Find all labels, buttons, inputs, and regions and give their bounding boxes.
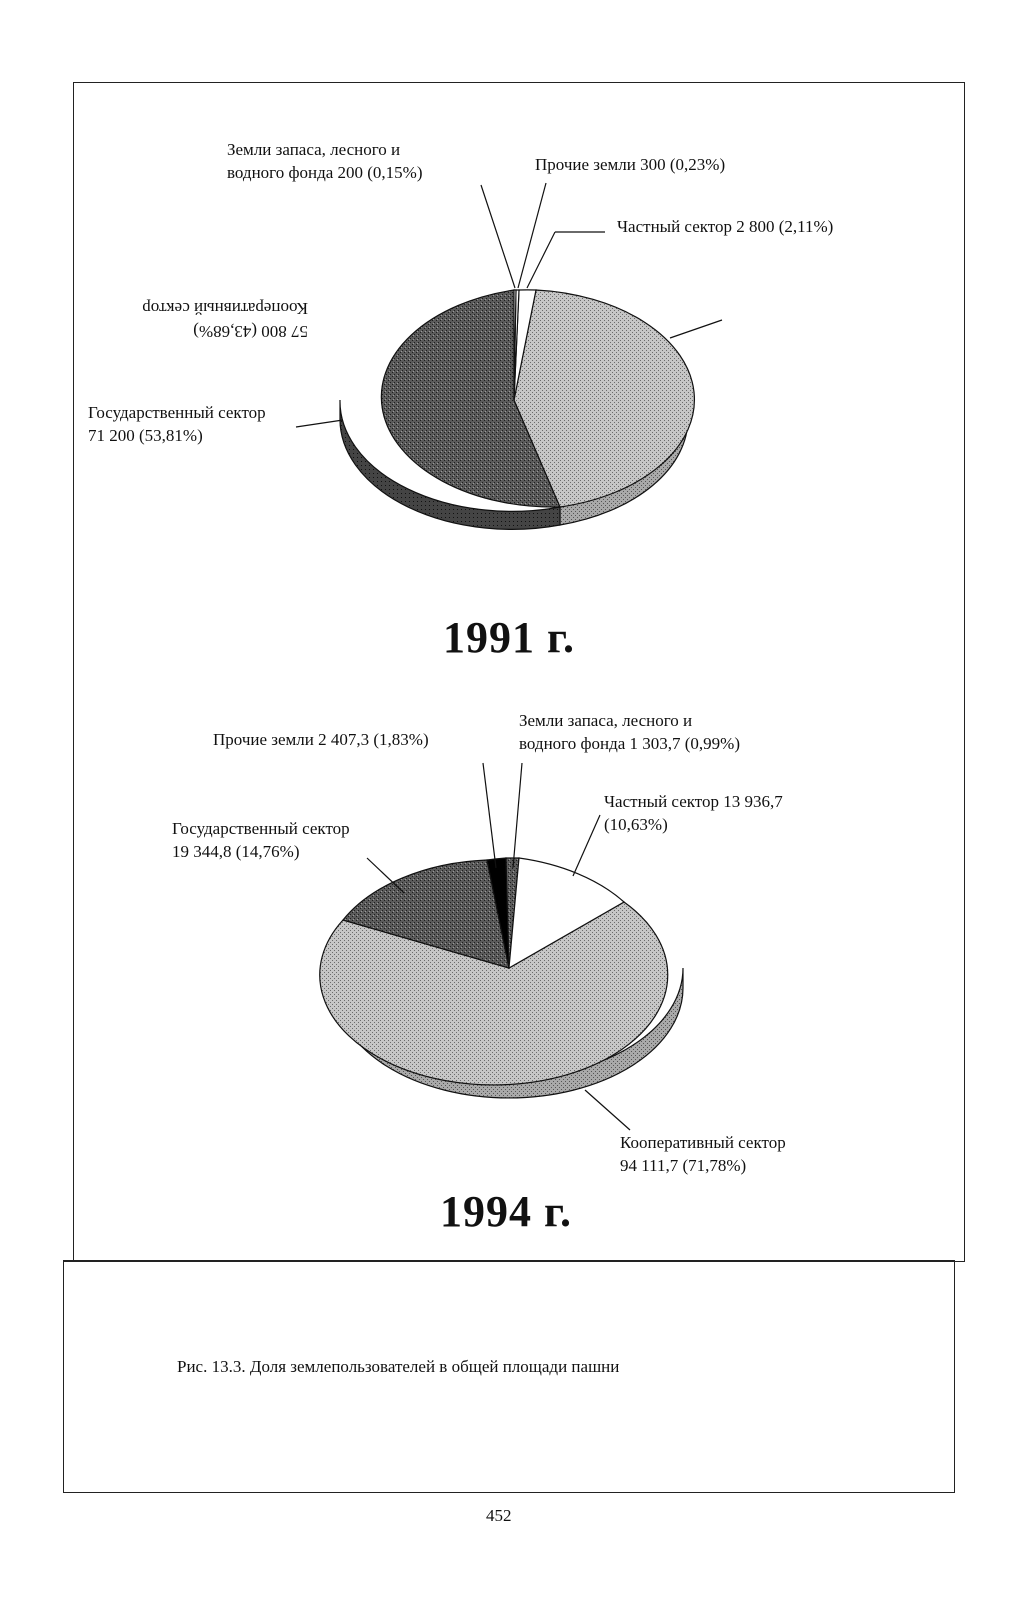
label-1991-reserve-l2: водного фонда 200 (0,15%) (227, 163, 423, 182)
label-1994-other: Прочие земли 2 407,3 (1,83%) (213, 730, 429, 749)
label-1991-reserve-l1: Земли запаса, лесного и (227, 140, 401, 159)
pie-1994-leader-other (483, 763, 496, 868)
label-1994-private-l1: Частный сектор 13 936,7 (604, 792, 783, 811)
label-1994-state-l2: 19 344,8 (14,76%) (172, 842, 300, 861)
pie-1994-leader-cooperative (585, 1090, 630, 1130)
page-number: 452 (486, 1506, 512, 1525)
label-1991-cooperative-l2: 57 800 (43,68%) (193, 322, 308, 341)
label-1994-state-l1: Государственный сектор (172, 819, 350, 838)
label-1991-state-l1: Государственный сектор (88, 403, 266, 422)
label-1994-cooperative-l1: Кооперативный сектор (620, 1133, 786, 1152)
figure-caption: Рис. 13.3. Доля землепользователей в общей площади пашни (177, 1357, 620, 1376)
pie-1991-leader-other (518, 183, 546, 288)
label-1994-private-l2: (10,63%) (604, 815, 668, 834)
pie-1991-leader-state (296, 420, 343, 427)
pie-1994-leader-reserve (513, 763, 522, 868)
label-1991-state-l2: 71 200 (53,81%) (88, 426, 203, 445)
label-1994-cooperative-l2: 94 111,7 (71,78%) (620, 1156, 747, 1175)
pie-1994-leader-private (573, 815, 600, 876)
label-1994-reserve-l2: водного фонда 1 303,7 (0,99%) (519, 734, 741, 753)
pie-1991-leader-cooperative (670, 320, 722, 338)
label-1991-private: Частный сектор 2 800 (2,11%) (617, 217, 834, 236)
pie-1991-leader-reserve (481, 185, 515, 288)
chart-title-1991: 1991 г. (443, 613, 576, 662)
label-1991-cooperative-l1: Кооперативный сектор (142, 299, 308, 318)
label-1991-other: Прочие земли 300 (0,23%) (535, 155, 726, 174)
chart-title-1994: 1994 г. (440, 1187, 573, 1236)
label-1994-reserve-l1: Земли запаса, лесного и (519, 711, 693, 730)
